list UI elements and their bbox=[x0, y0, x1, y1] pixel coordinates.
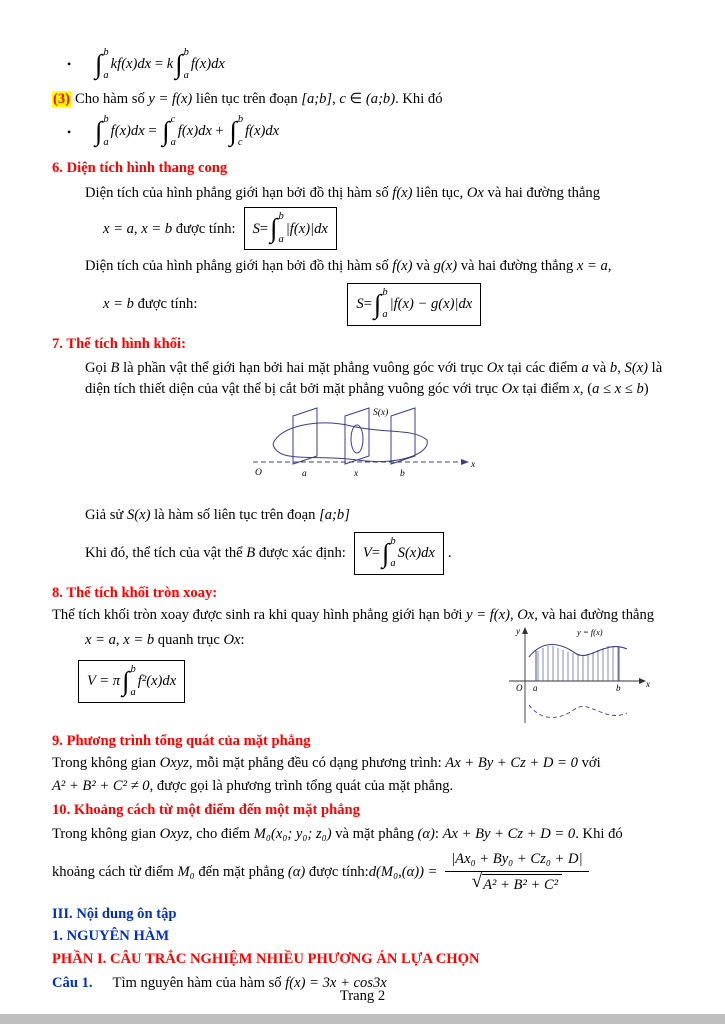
fig2-label-o: O bbox=[516, 682, 523, 693]
bullet-icon: • bbox=[67, 124, 72, 139]
formula-volume-solid: V = ∫ b a S(x)dx bbox=[354, 532, 444, 575]
figure-solid-of-revolution-svg bbox=[503, 623, 653, 726]
s9-line-1: Trong không gian Oxyz, mỗi mặt phẳng đều có dạng phương trình: Ax + By + Cz + D = 0 với bbox=[52, 755, 601, 772]
item-3-marker: (3) bbox=[53, 91, 71, 107]
figure-solid-cross-sections-svg bbox=[247, 402, 482, 494]
intro-formula-2-row bbox=[52, 113, 677, 150]
s9-line-2: A² + B² + C² ≠ 0, được gọi là phương trình tổng quát của mặt phẳng. bbox=[52, 777, 454, 794]
fig1-solid-outline bbox=[273, 423, 427, 462]
s7-line-3-text: Khi đó, thể tích của vật thể B được xác định: bbox=[85, 545, 346, 562]
formula-distance-point-plane: d(M₀,(α)) = |Ax₀ + By₀ + Cz₀ + D| √ A² + B² + C² bbox=[369, 849, 593, 896]
s6-line-3: Diện tích của hình phẳng giới hạn bởi đồ thị hàm số f(x) và g(x) và hai đường thẳng x = a, bbox=[85, 258, 612, 275]
outline-heading-phan-i: PHẦN I. CÂU TRẮC NGHIỆM NHIỀU PHƯƠNG ÁN LỰA CHỌN bbox=[52, 950, 480, 967]
s10-line-1: Trong không gian Oxyz, cho điểm M₀(x₀; y₀; z₀) và mặt phẳng (α): Ax + By + Cz + D = 0. Khi đó bbox=[52, 826, 623, 843]
s6-line-2-text: x = a, x = b được tính: bbox=[103, 220, 236, 237]
s6-line-4-text: x = b được tính: bbox=[103, 295, 198, 312]
section-8-heading: 8. Thể tích khối tròn xoay: bbox=[52, 584, 218, 601]
fig1-label-b: b bbox=[400, 468, 405, 479]
s6-line-4 bbox=[52, 283, 677, 326]
fig2-label-curve: y = f(x) bbox=[577, 626, 603, 637]
s10-line-2-text: khoảng cách từ điểm M₀ đến mặt phẳng (α) được tính: bbox=[52, 864, 369, 881]
s7-line-2: Giả sử S(x) là hàm số liên tục trên đoạn [a;b] bbox=[85, 507, 350, 524]
question-1-text: Tìm nguyên hàm của hàm số f(x) = 3x + cos3x bbox=[112, 975, 387, 992]
s10-line-2 bbox=[52, 849, 677, 896]
figure-solid-of-revolution bbox=[503, 623, 653, 732]
fig1-label-axis-x: x bbox=[471, 459, 476, 470]
fig2-curve bbox=[529, 644, 627, 657]
fig1-label-a: a bbox=[302, 468, 307, 479]
question-1-label: Câu 1. bbox=[52, 975, 93, 992]
item-3-row bbox=[52, 89, 677, 109]
fig2-x-arrow bbox=[639, 678, 646, 684]
figure-solid-cross-sections bbox=[247, 402, 482, 500]
item-3-text: Cho hàm số y = f(x) liên tục trên đoạn [a;b], c ∈ (a;b). Khi đó bbox=[75, 91, 443, 107]
page-number: Trang 2 bbox=[339, 987, 386, 1004]
formula-area-absolute: S = ∫ b a |f(x)|dx bbox=[244, 207, 337, 250]
fig2-mirror-curve bbox=[529, 705, 627, 718]
fig1-cross-section bbox=[351, 425, 363, 453]
formula-volume-revolution: V = π ∫ b a f²(x)dx bbox=[78, 660, 185, 703]
section-10-heading: 10. Khoảng cách từ một điểm đến một mặt phẳng bbox=[52, 802, 360, 819]
fig2-hatch-lines bbox=[538, 646, 618, 681]
fig1-plane-a bbox=[293, 408, 317, 464]
fig2-label-b: b bbox=[616, 682, 621, 693]
formula-area-difference: S = ∫ b a |f(x) − g(x)|dx bbox=[347, 283, 481, 326]
s7-paragraph: Gọi B là phần vật thể giới hạn bởi hai mặt phẳng vuông góc với trục Ox tại các điểm a và b, S(x) là diện tích thiết diện của vật thể bị cắt bởi mặt phẳng vuông góc với trục Ox tại điểm x, (a ≤ x ≤ b) bbox=[85, 360, 663, 397]
fig1-plane-b bbox=[391, 408, 415, 464]
fig1-label-x: x bbox=[354, 468, 359, 479]
section-7-heading: 7. Thể tích hình khối: bbox=[52, 335, 186, 352]
s8-line-1: Thể tích khối tròn xoay được sinh ra khi quay hình phẳng giới hạn bởi y = f(x), Ox, và hai đường thẳng bbox=[52, 607, 655, 624]
fig1-axis-arrow bbox=[461, 459, 469, 465]
fig2-label-a: a bbox=[533, 682, 538, 693]
fig2-label-x: x bbox=[646, 678, 650, 689]
bullet-icon: • bbox=[67, 57, 72, 72]
fig2-y-arrow bbox=[522, 627, 528, 634]
s7-line-3-period: . bbox=[447, 545, 452, 562]
outline-heading-iii: III. Nội dung ôn tập bbox=[52, 905, 177, 922]
s6-line-1: Diện tích của hình phẳng giới hạn bởi đồ thị hàm số f(x) liên tục, Ox và hai đường thẳng bbox=[85, 184, 601, 201]
formula-constant-multiple: ∫ b a kf(x)dx = k ∫ b a f(x)dx bbox=[95, 47, 225, 81]
fig1-label-o: O bbox=[255, 467, 262, 478]
fig2-label-y: y bbox=[516, 625, 520, 636]
section-8 bbox=[52, 583, 677, 731]
formula-additivity: ∫ b a f(x)dx = ∫ c a f(x)dx + ∫ b c f(x)dx bbox=[95, 114, 280, 148]
outline-heading-nguyen-ham: 1. NGUYÊN HÀM bbox=[52, 928, 170, 945]
section-6-heading: 6. Diện tích hình thang cong bbox=[52, 160, 228, 177]
s8-line-2: x = a, x = b quanh trục Ox: bbox=[85, 631, 245, 648]
fig1-label-sx: S(x) bbox=[373, 407, 389, 418]
s6-line-2 bbox=[52, 207, 677, 250]
page-bottom-edge bbox=[0, 1014, 725, 1024]
section-9-heading: 9. Phương trình tổng quát của mặt phẳng bbox=[52, 732, 311, 749]
s7-line-3 bbox=[52, 532, 677, 575]
fig1-plane-x bbox=[345, 408, 369, 464]
intro-formula-1-row bbox=[52, 46, 677, 83]
